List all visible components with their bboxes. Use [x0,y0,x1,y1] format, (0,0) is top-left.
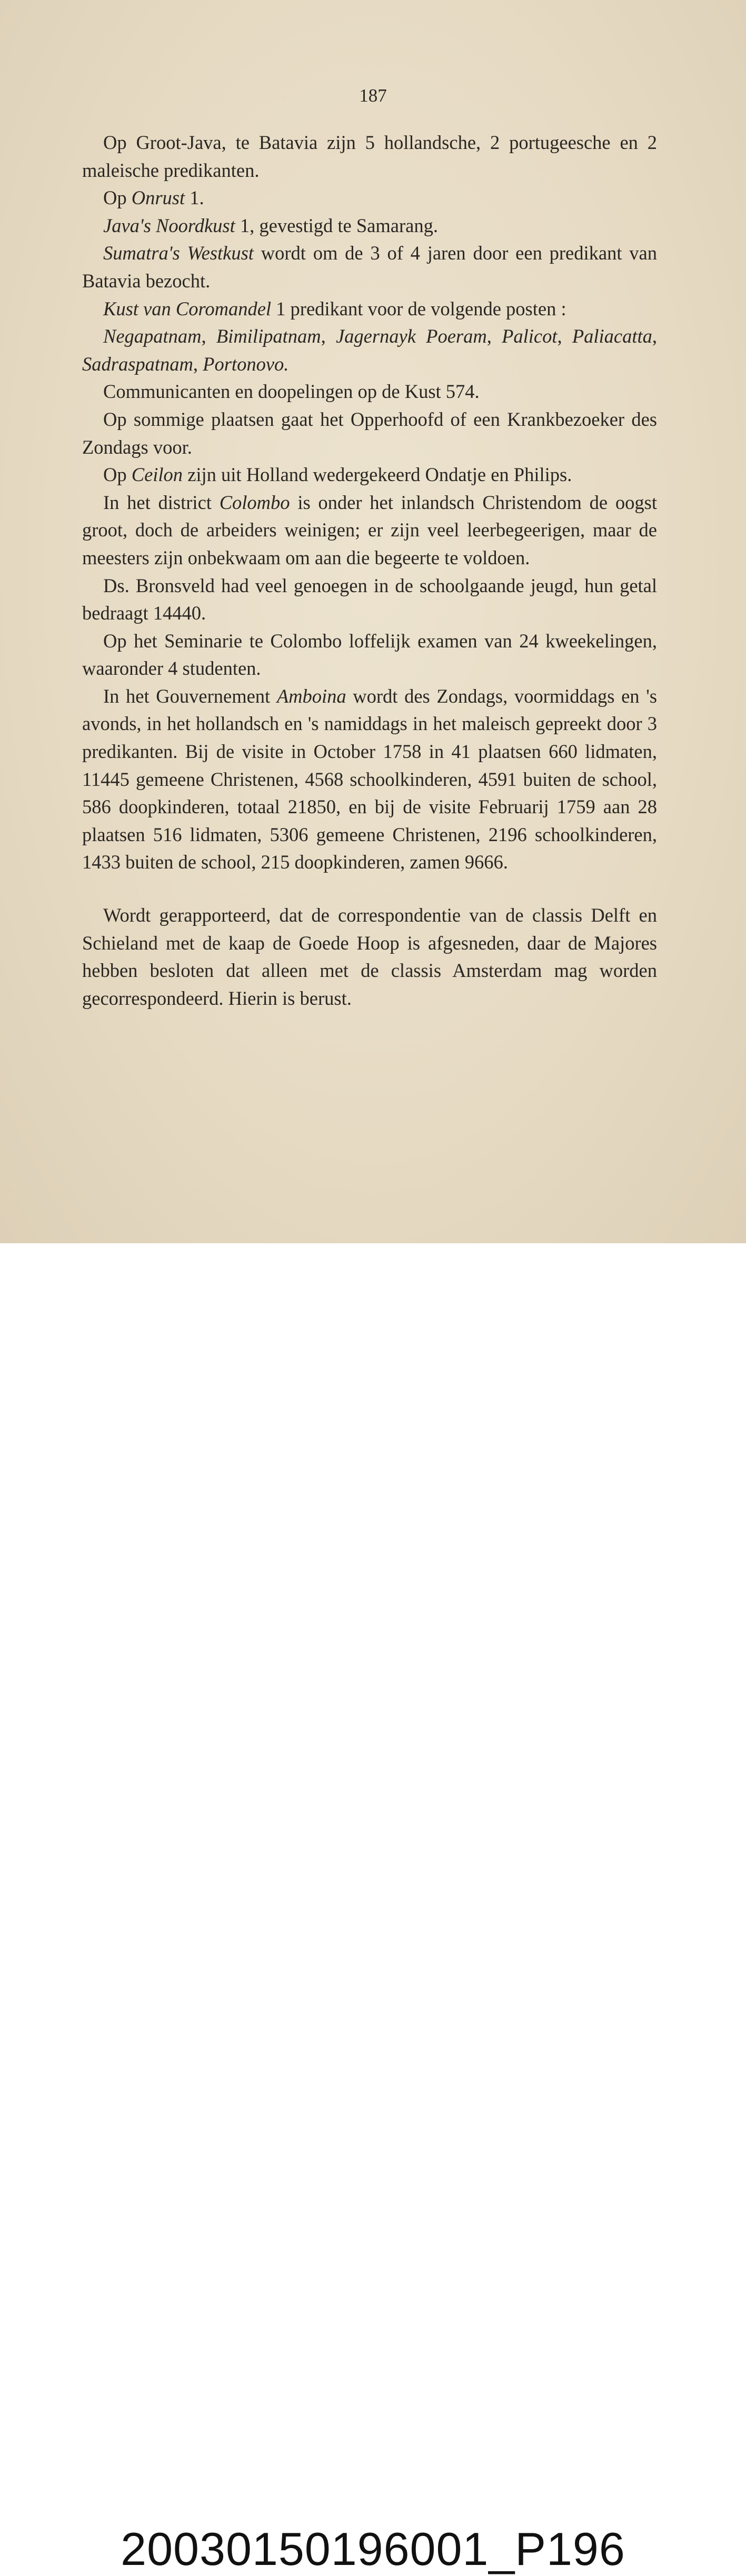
text-run: , [486,325,502,347]
italic-text: Jagernayk Poeram [335,325,487,347]
italic-text: Onrust [131,187,185,209]
italic-text: Palicot [502,325,558,347]
text-run: 1. [185,187,204,209]
text-run: Communicanten en doopelingen op de Kust 574. [103,381,480,403]
page-number: 187 [359,85,387,106]
barcode-strip [0,1243,746,2575]
text-run: Op [103,464,132,486]
text-run: , [193,353,203,375]
text-run: Op [103,187,132,209]
text-run: Ds. Bronsveld had veel genoegen in de schoolgaande jeugd, hun getal bedraagt 14440. [82,574,657,624]
text-run: is onder het inlandsch Christendom de oogst groot, doch de arbeiders weinigen; er zijn veel leerbegeerigen, maar de meesters zijn onbekwaam om aan die begeerte te voldoen. [82,491,657,568]
paragraph [82,902,657,1012]
paragraph [82,184,657,212]
paragraph [82,572,657,627]
italic-text: Sadraspatnam [82,353,193,375]
paragraph [82,406,657,461]
body-text [82,129,657,1012]
italic-text: Portonovo. [203,353,289,375]
scanned-page [0,0,746,1243]
barcode-label: 20030150196001_P196 [121,2523,625,2575]
text-run: Op Groot-Java, te Batavia zijn 5 hollandsche, 2 portugeesche en 2 maleische predikanten. [82,132,657,181]
italic-text: Negapatnam [103,325,202,347]
paragraph [82,212,657,240]
italic-text: Paliacatta [572,325,652,347]
text-run: , [557,325,572,347]
text-run: Op sommige plaatsen gaat het Opperhoofd of een Krankbezoeker des Zondags voor. [82,408,657,458]
text-run: wordt des Zondags, voormiddags en 's avonds, in het hollandsch en 's namiddags in het maleisch gepreekt door 3 predikanten. Bij de visite in October 1758 in 41 plaatsen 660 lidmaten, 11445 gemeene Christenen, 4568 schoolkinderen, 4591 buiten de school, 586 doopkinderen, totaal 21850, en bij de visite Februarij 1759 aan 28 plaatsen 516 lidmaten, 5306 gemeene Christenen, 2196 schoolkinderen, 1433 buiten de school, 215 doopkinderen, zamen 9666. [82,685,657,873]
italic-text: Amboina [276,685,346,707]
text-run: 1 predikant voor de volgende posten : [271,297,566,319]
text-run: zijn uit Holland wedergekeerd Ondatje en Philips. [183,464,572,486]
paragraph [82,129,657,184]
paragraph [82,295,657,323]
text-run: In het district [103,491,220,513]
italic-text: Bimilipatnam [216,325,321,347]
paragraph [82,683,657,876]
paragraph [82,378,657,406]
text-run: In het Gouvernement [103,685,277,707]
italic-text: Java's Noordkust [103,214,235,236]
text-run: , [652,325,658,347]
text-run: Op het Seminarie te Colombo loffelijk examen van 24 kweekelingen, waaronder 4 studenten. [82,630,657,680]
paragraph [82,239,657,295]
text-run: Wordt gerapporteerd, dat de correspondentie van de classis Delft en Schieland met de kaap de Goede Hoop is afgesneden, daar de Majores hebben besloten dat alleen met de classis Amsterdam mag worden gecorrespondeerd. Hierin is berust. [82,904,657,1009]
italic-text: Ceilon [131,464,183,486]
paragraph [82,323,657,378]
paragraph [82,627,657,683]
text-run: 1, gevestigd te Samarang. [235,214,438,236]
italic-text: Colombo [219,491,290,513]
paragraph [82,461,657,489]
italic-text: Sumatra's Westkust [103,242,254,264]
italic-text: Kust van Coromandel [103,297,272,319]
text-run: , [201,325,216,347]
text-run: wordt om de 3 of 4 jaren door een predikant van Batavia bezocht. [82,242,657,292]
paragraph [82,489,657,572]
text-run: , [321,325,336,347]
